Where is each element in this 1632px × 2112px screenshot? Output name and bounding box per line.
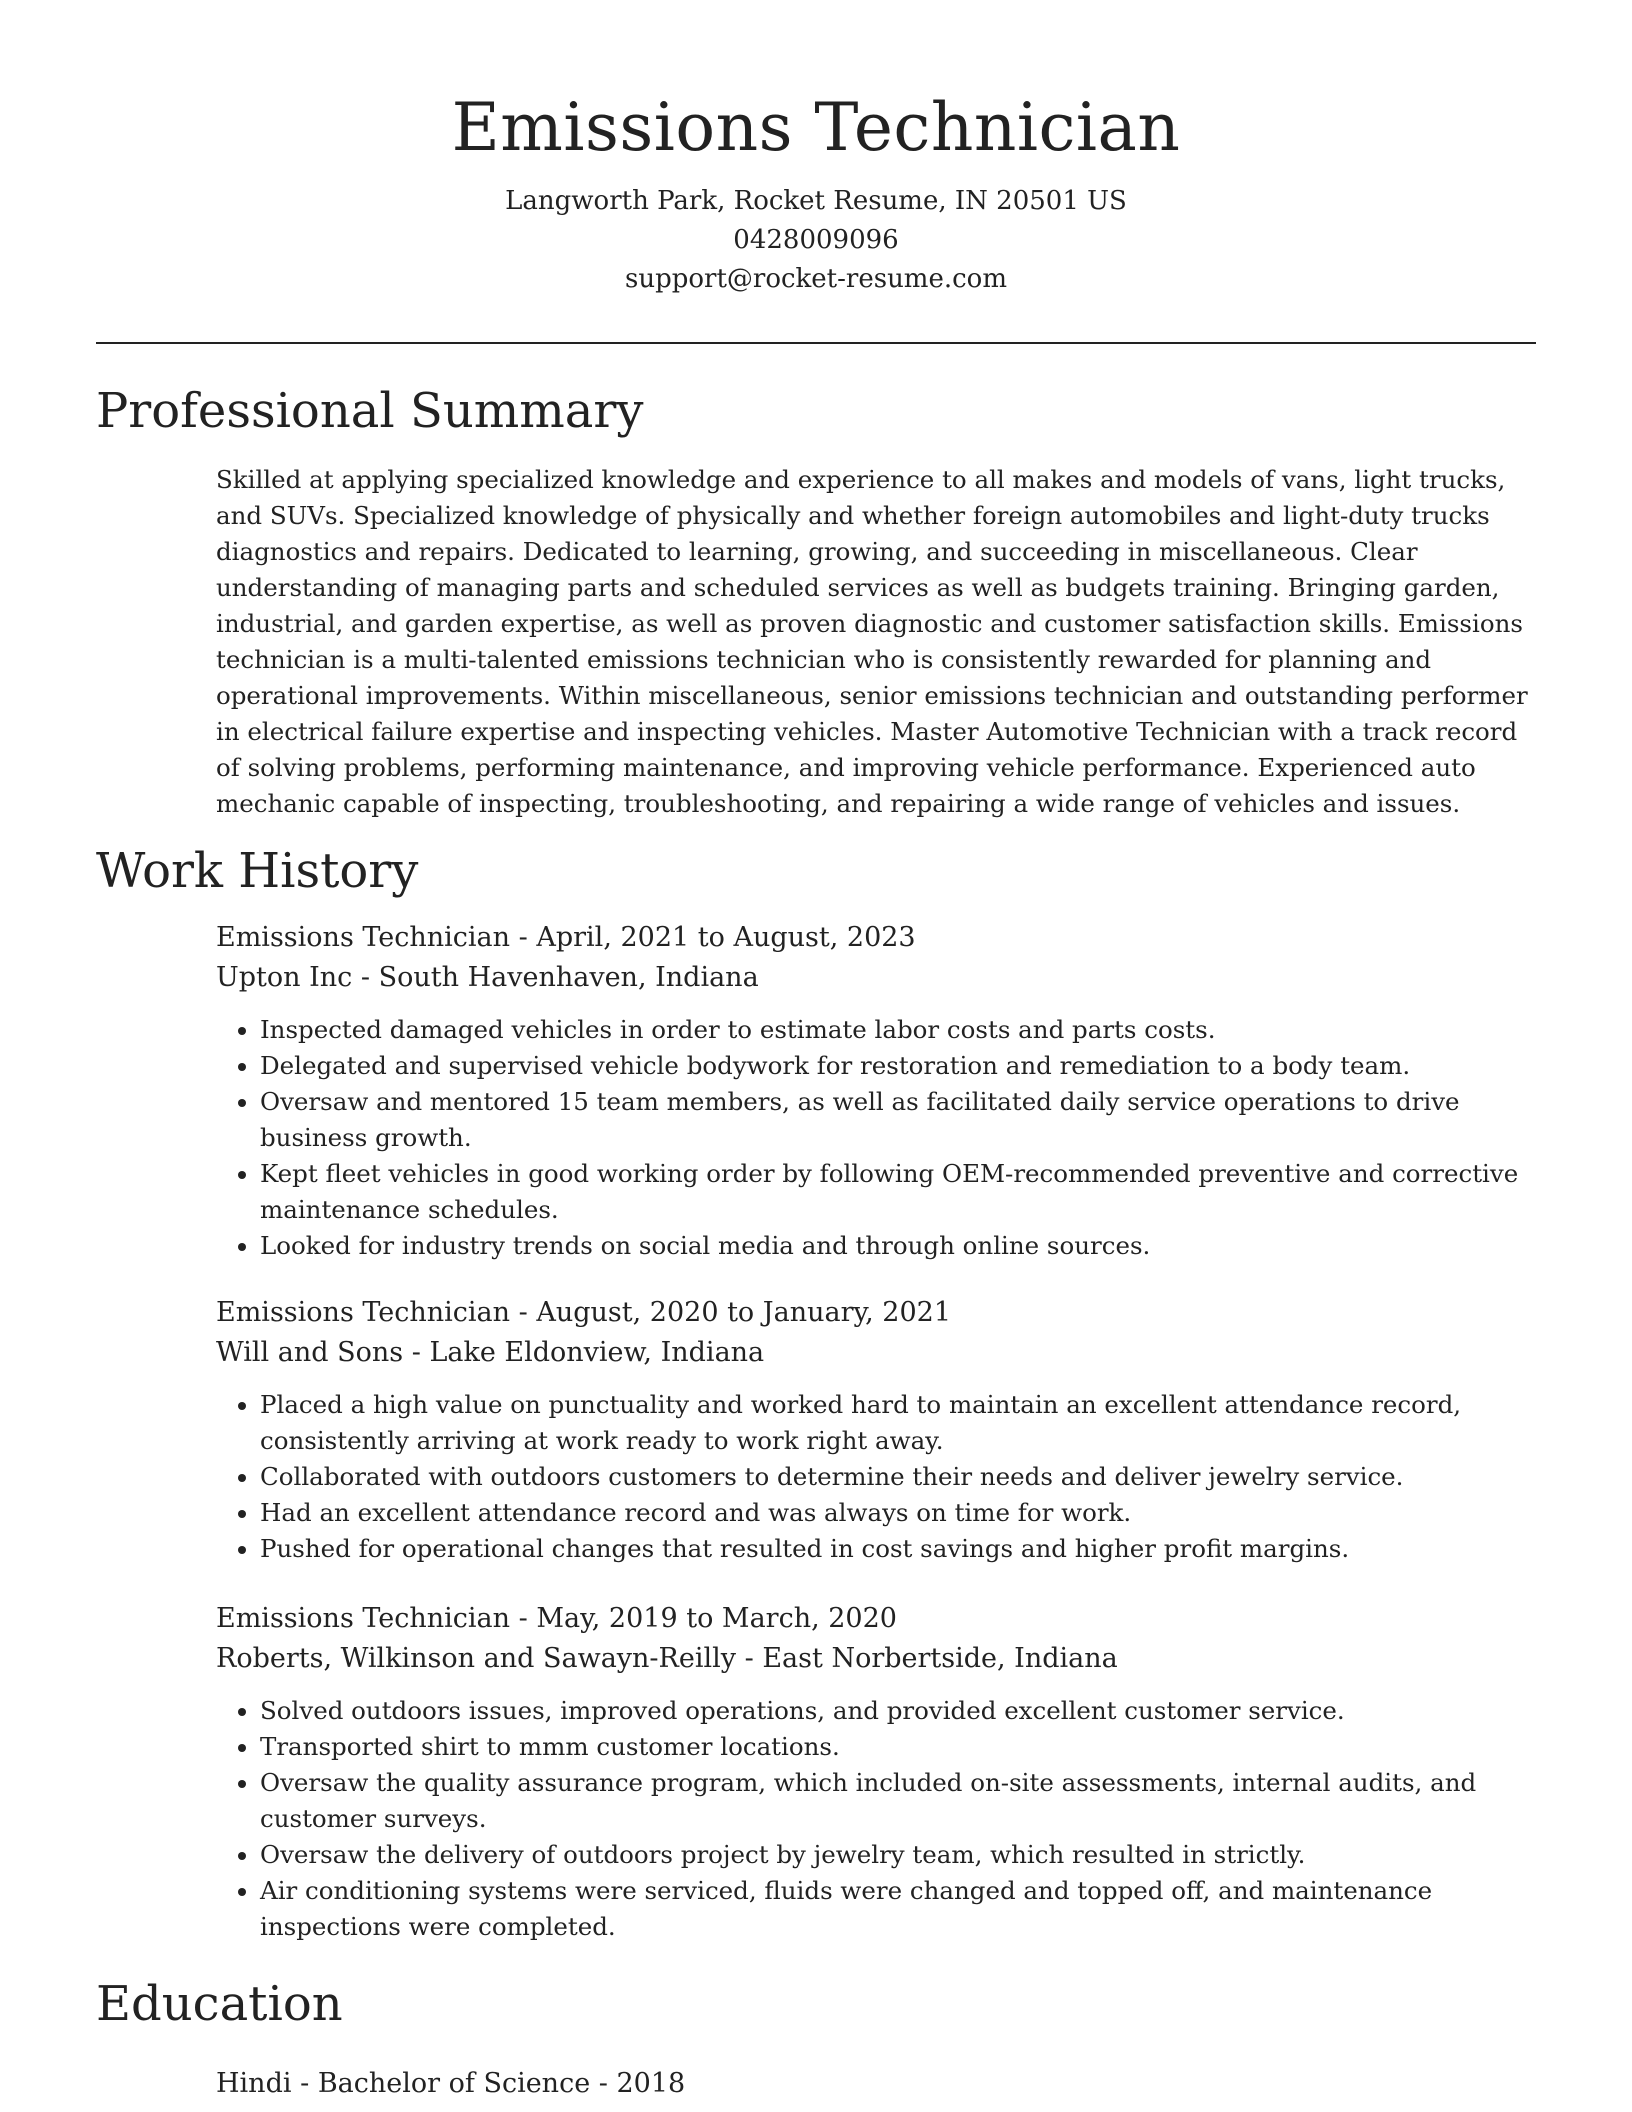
- job-company-line: [216, 1639, 1546, 1679]
- contact-info: [0, 182, 1632, 299]
- separator: -: [744, 1643, 763, 1674]
- job-bullet: • Collaborated with outdoors customers to determine their needs and deliver jewelry service.: [260, 1459, 1546, 1495]
- education-field: Hindi: [216, 2068, 292, 2099]
- job-company: Will and Sons: [216, 1337, 404, 1368]
- job-bullet: • Delegated and supervised vehicle bodywork for restoration and remediation to a body team.: [260, 1048, 1546, 1084]
- separator: -: [411, 1337, 430, 1368]
- education-heading: Education: [96, 1976, 343, 2032]
- job-bullet: • Oversaw the delivery of outdoors project by jewelry team, which resulted in strictly.: [260, 1837, 1546, 1873]
- header-divider: [96, 342, 1536, 344]
- job-bullet: • Transported shirt to mmm customer locations.: [260, 1729, 1546, 1765]
- job-title-line: [216, 1599, 1546, 1639]
- job-title-line: [216, 918, 1546, 958]
- job-entry: [216, 1293, 1546, 1567]
- separator: -: [360, 962, 379, 993]
- education-degree: Bachelor of Science: [317, 2068, 591, 2099]
- job-dates: May, 2019 to March, 2020: [536, 1603, 897, 1634]
- job-location: Lake Eldonview, Indiana: [429, 1337, 765, 1368]
- resume-header: [0, 0, 1632, 299]
- job-bullets: [216, 1012, 1546, 1264]
- job-title-line: [216, 1293, 1546, 1333]
- job-title: Emissions Technician: [216, 922, 511, 953]
- job-company: Roberts, Wilkinson and Sawayn-Reilly: [216, 1643, 737, 1674]
- address: Langworth Park, Rocket Resume, IN 20501 US: [505, 186, 1127, 216]
- job-bullet: • Looked for industry trends on social media and through online sources.: [260, 1228, 1546, 1264]
- job-bullet: • Kept fleet vehicles in good working order by following OEM-recommended preventive and corrective maintenance schedules.: [260, 1156, 1546, 1228]
- job-bullet: • Pushed for operational changes that resulted in cost savings and higher profit margins.: [260, 1531, 1546, 1567]
- job-bullets: [216, 1693, 1546, 1945]
- separator: -: [518, 922, 537, 953]
- email: support@rocket-resume.com: [624, 264, 1007, 294]
- candidate-name: Emissions Technician: [451, 89, 1181, 166]
- job-location: East Norbertside, Indiana: [762, 1643, 1118, 1674]
- summary-heading: Professional Summary: [96, 383, 644, 439]
- job-dates: August, 2020 to January, 2021: [536, 1297, 952, 1328]
- job-bullet: • Placed a high value on punctuality and worked hard to maintain an excellent attendance record, consistently arriving at work ready to work right away.: [260, 1387, 1546, 1459]
- separator: -: [300, 2068, 318, 2099]
- job-entry: [216, 918, 1546, 1264]
- job-company-line: [216, 1333, 1546, 1373]
- job-entry: [216, 1599, 1546, 1945]
- job-bullet: • Solved outdoors issues, improved operations, and provided excellent customer service.: [260, 1693, 1546, 1729]
- education-year: 2018: [616, 2068, 686, 2099]
- job-bullet: • Inspected damaged vehicles in order to estimate labor costs and parts costs.: [260, 1012, 1546, 1048]
- work-history-heading: Work History: [96, 843, 419, 899]
- education-entry: [216, 2064, 685, 2104]
- job-location: South Havenhaven, Indiana: [378, 962, 759, 993]
- job-dates: April, 2021 to August, 2023: [536, 922, 916, 953]
- job-title: Emissions Technician: [216, 1603, 511, 1634]
- job-company-line: [216, 958, 1546, 998]
- job-title: Emissions Technician: [216, 1297, 511, 1328]
- summary-text: Skilled at applying specialized knowledge and experience to all makes and models of vans, light trucks, and SUVs. Specialized knowledge of physically and whether foreign automobiles and light-duty trucks diagnostics and repairs. Dedicated to learning, growing, and succeeding in miscellaneous. Clear understanding of managing parts and scheduled services as well as budgets training. Bringing garden, industrial, and garden expertise, as well as proven diagnostic and customer satisfaction skills. Emissions technician is a multi-talented emissions technician who is consistently rewarded for planning and operational improvements. Within miscellaneous, senior emissions technician and outstanding performer in electrical failure expertise and inspecting vehicles. Master Automotive Technician with a track record of solving problems, performing maintenance, and improving vehicle performance. Experienced auto mechanic capable of inspecting, troubleshooting, and repairing a wide range of vehicles and issues.: [216, 465, 1528, 818]
- job-bullets: [216, 1387, 1546, 1567]
- job-bullet: • Air conditioning systems were serviced, fluids were changed and topped off, and maintenance inspections were completed.: [260, 1873, 1546, 1945]
- job-bullet: • Had an excellent attendance record and was always on time for work.: [260, 1495, 1546, 1531]
- job-company: Upton Inc: [216, 962, 353, 993]
- separator: -: [518, 1297, 537, 1328]
- job-bullet: • Oversaw the quality assurance program, which included on-site assessments, internal audits, and customer surveys.: [260, 1765, 1546, 1837]
- separator: -: [598, 2068, 617, 2099]
- job-bullet: • Oversaw and mentored 15 team members, as well as facilitated daily service operations to drive business growth.: [260, 1084, 1546, 1156]
- separator: -: [518, 1603, 537, 1634]
- phone: 0428009096: [733, 225, 899, 255]
